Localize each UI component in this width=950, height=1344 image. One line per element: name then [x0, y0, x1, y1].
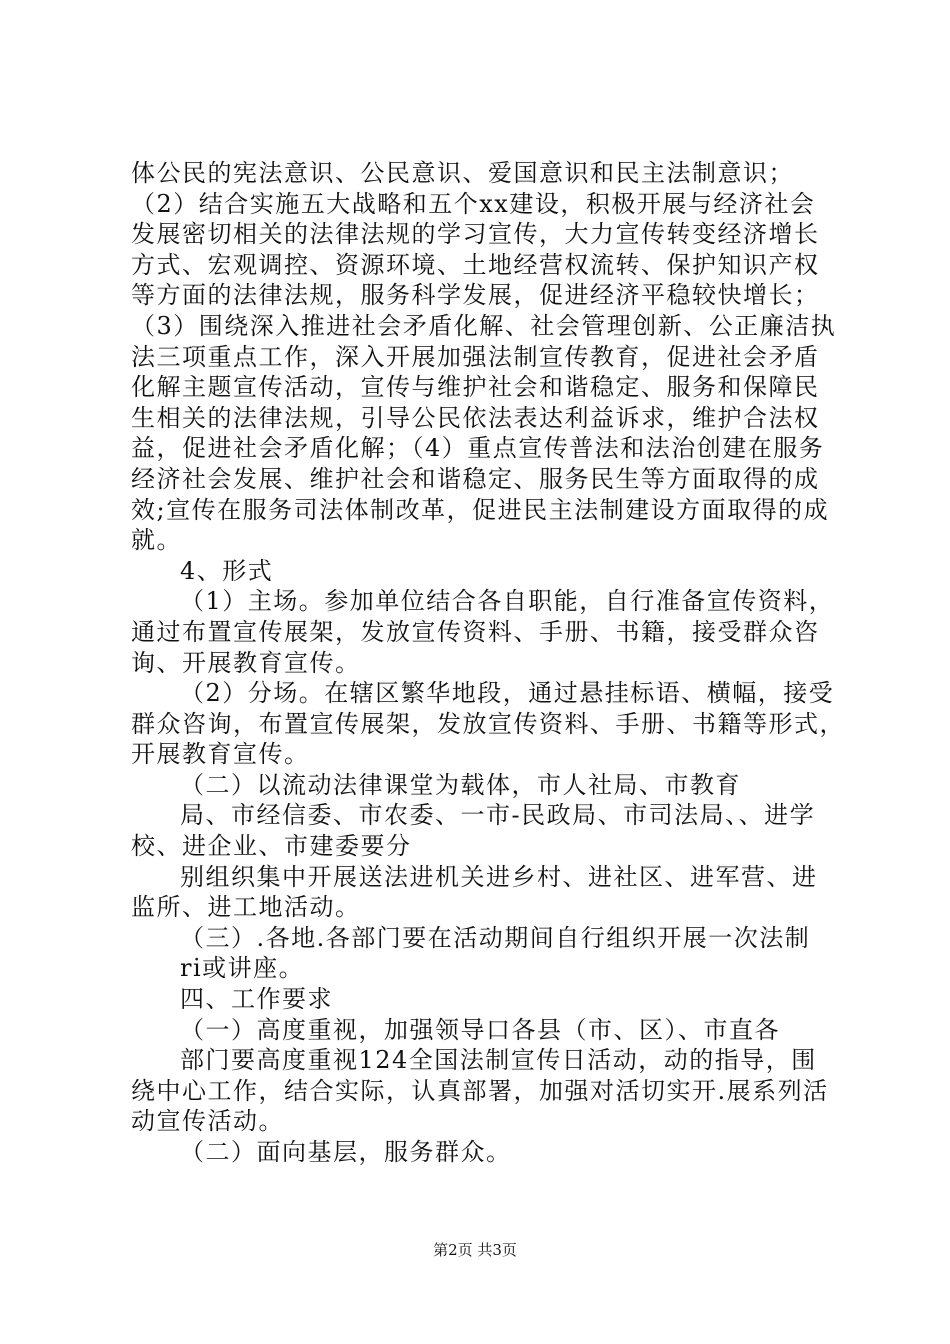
text-line: 局、市经信委、市农委、一市-民政局、市司法局、、进学 [180, 801, 816, 829]
text-line: 体公民的宪法意识、公民意识、爱国意识和民主法制意识； [131, 159, 794, 187]
text-line: （2）结合实施五大战略和五个xx建设，积极开展与经济社会 [131, 190, 816, 218]
text-line: 通过布置宣传展架，发放宣传资料、手册、书籍，接受群众咨 [131, 618, 820, 646]
text-line: 益，促进社会矛盾化解；（4）重点宣传普法和法治创建在服务 [131, 434, 825, 462]
text-line: （二）面向基层，服务群众。 [180, 1138, 512, 1166]
text-line: 监所、进工地活动。 [131, 893, 361, 921]
text-line: 生相关的法律法规，引导公民依法表达利益诉求，维护合法权 [131, 404, 820, 432]
text-line: 绕中心工作，结合实际，认真部署，加强对活切实开.展系列活 [131, 1077, 829, 1105]
text-line: 化解主题宣传活动，宣传与维护社会和谐稳定、服务和保障民 [131, 373, 820, 401]
text-line: 方式、宏观调控、资源环境、土地经营权流转、保护知识产权 [131, 251, 820, 279]
text-line: （1）主场。参加单位结合各自职能，自行准备宣传资料， [180, 587, 835, 615]
text-line: 四、工作要求 [180, 985, 333, 1013]
text-line: 动宣传活动。 [131, 1107, 284, 1135]
text-line: 4、形式 [180, 557, 274, 585]
text-line: ri或讲座。 [180, 954, 305, 982]
text-line: （一）高度重视，加强领导口各县（市、区）、市直各 [180, 1016, 780, 1044]
text-line: 就。 [131, 526, 182, 554]
page-footer: 第2页 共3页 [433, 1241, 517, 1259]
text-line: 效;宣传在服务司法体制改革，促进民主法制建设方面取得的成 [131, 496, 830, 524]
text-line: 询、开展教育宣传。 [131, 649, 361, 677]
text-line: 经济社会发展、维护社会和谐稳定、服务民生等方面取得的成 [131, 465, 820, 493]
text-line: （二）以流动法律课堂为载体，市人社局、市教育 [180, 771, 741, 799]
text-line: 发展密切相关的法律法规的学习宣传，大力宣传转变经济增长 [131, 220, 820, 248]
text-line: 群众咨询，布置宣传展架，发放宣传资料、手册、书籍等形式， [131, 710, 845, 738]
text-line: 等方面的法律法规，服务科学发展，促进经济平稳较快增长； [131, 281, 820, 309]
text-line: 校、进企业、市建委要分 [131, 832, 412, 860]
text-line: 别组织集中开展送法进机关进乡村、进社区、进军营、进 [180, 863, 818, 891]
text-line: （3）围绕深入推进社会矛盾化解、社会管理创新、公正廉洁执 [131, 312, 837, 340]
text-line: （三）.各地.各部门要在活动期间自行组织开展一次法制 [180, 924, 811, 952]
text-line: 法三项重点工作，深入开展加强法制宣传教育，促进社会矛盾 [131, 343, 820, 371]
text-line: （2）分场。在辖区繁华地段，通过悬挂标语、横幅，接受 [180, 679, 835, 707]
text-line: 部门要高度重视124全国法制宣传日活动，动的指导，围 [180, 1046, 817, 1074]
text-line: 开展教育宣传。 [131, 740, 310, 768]
